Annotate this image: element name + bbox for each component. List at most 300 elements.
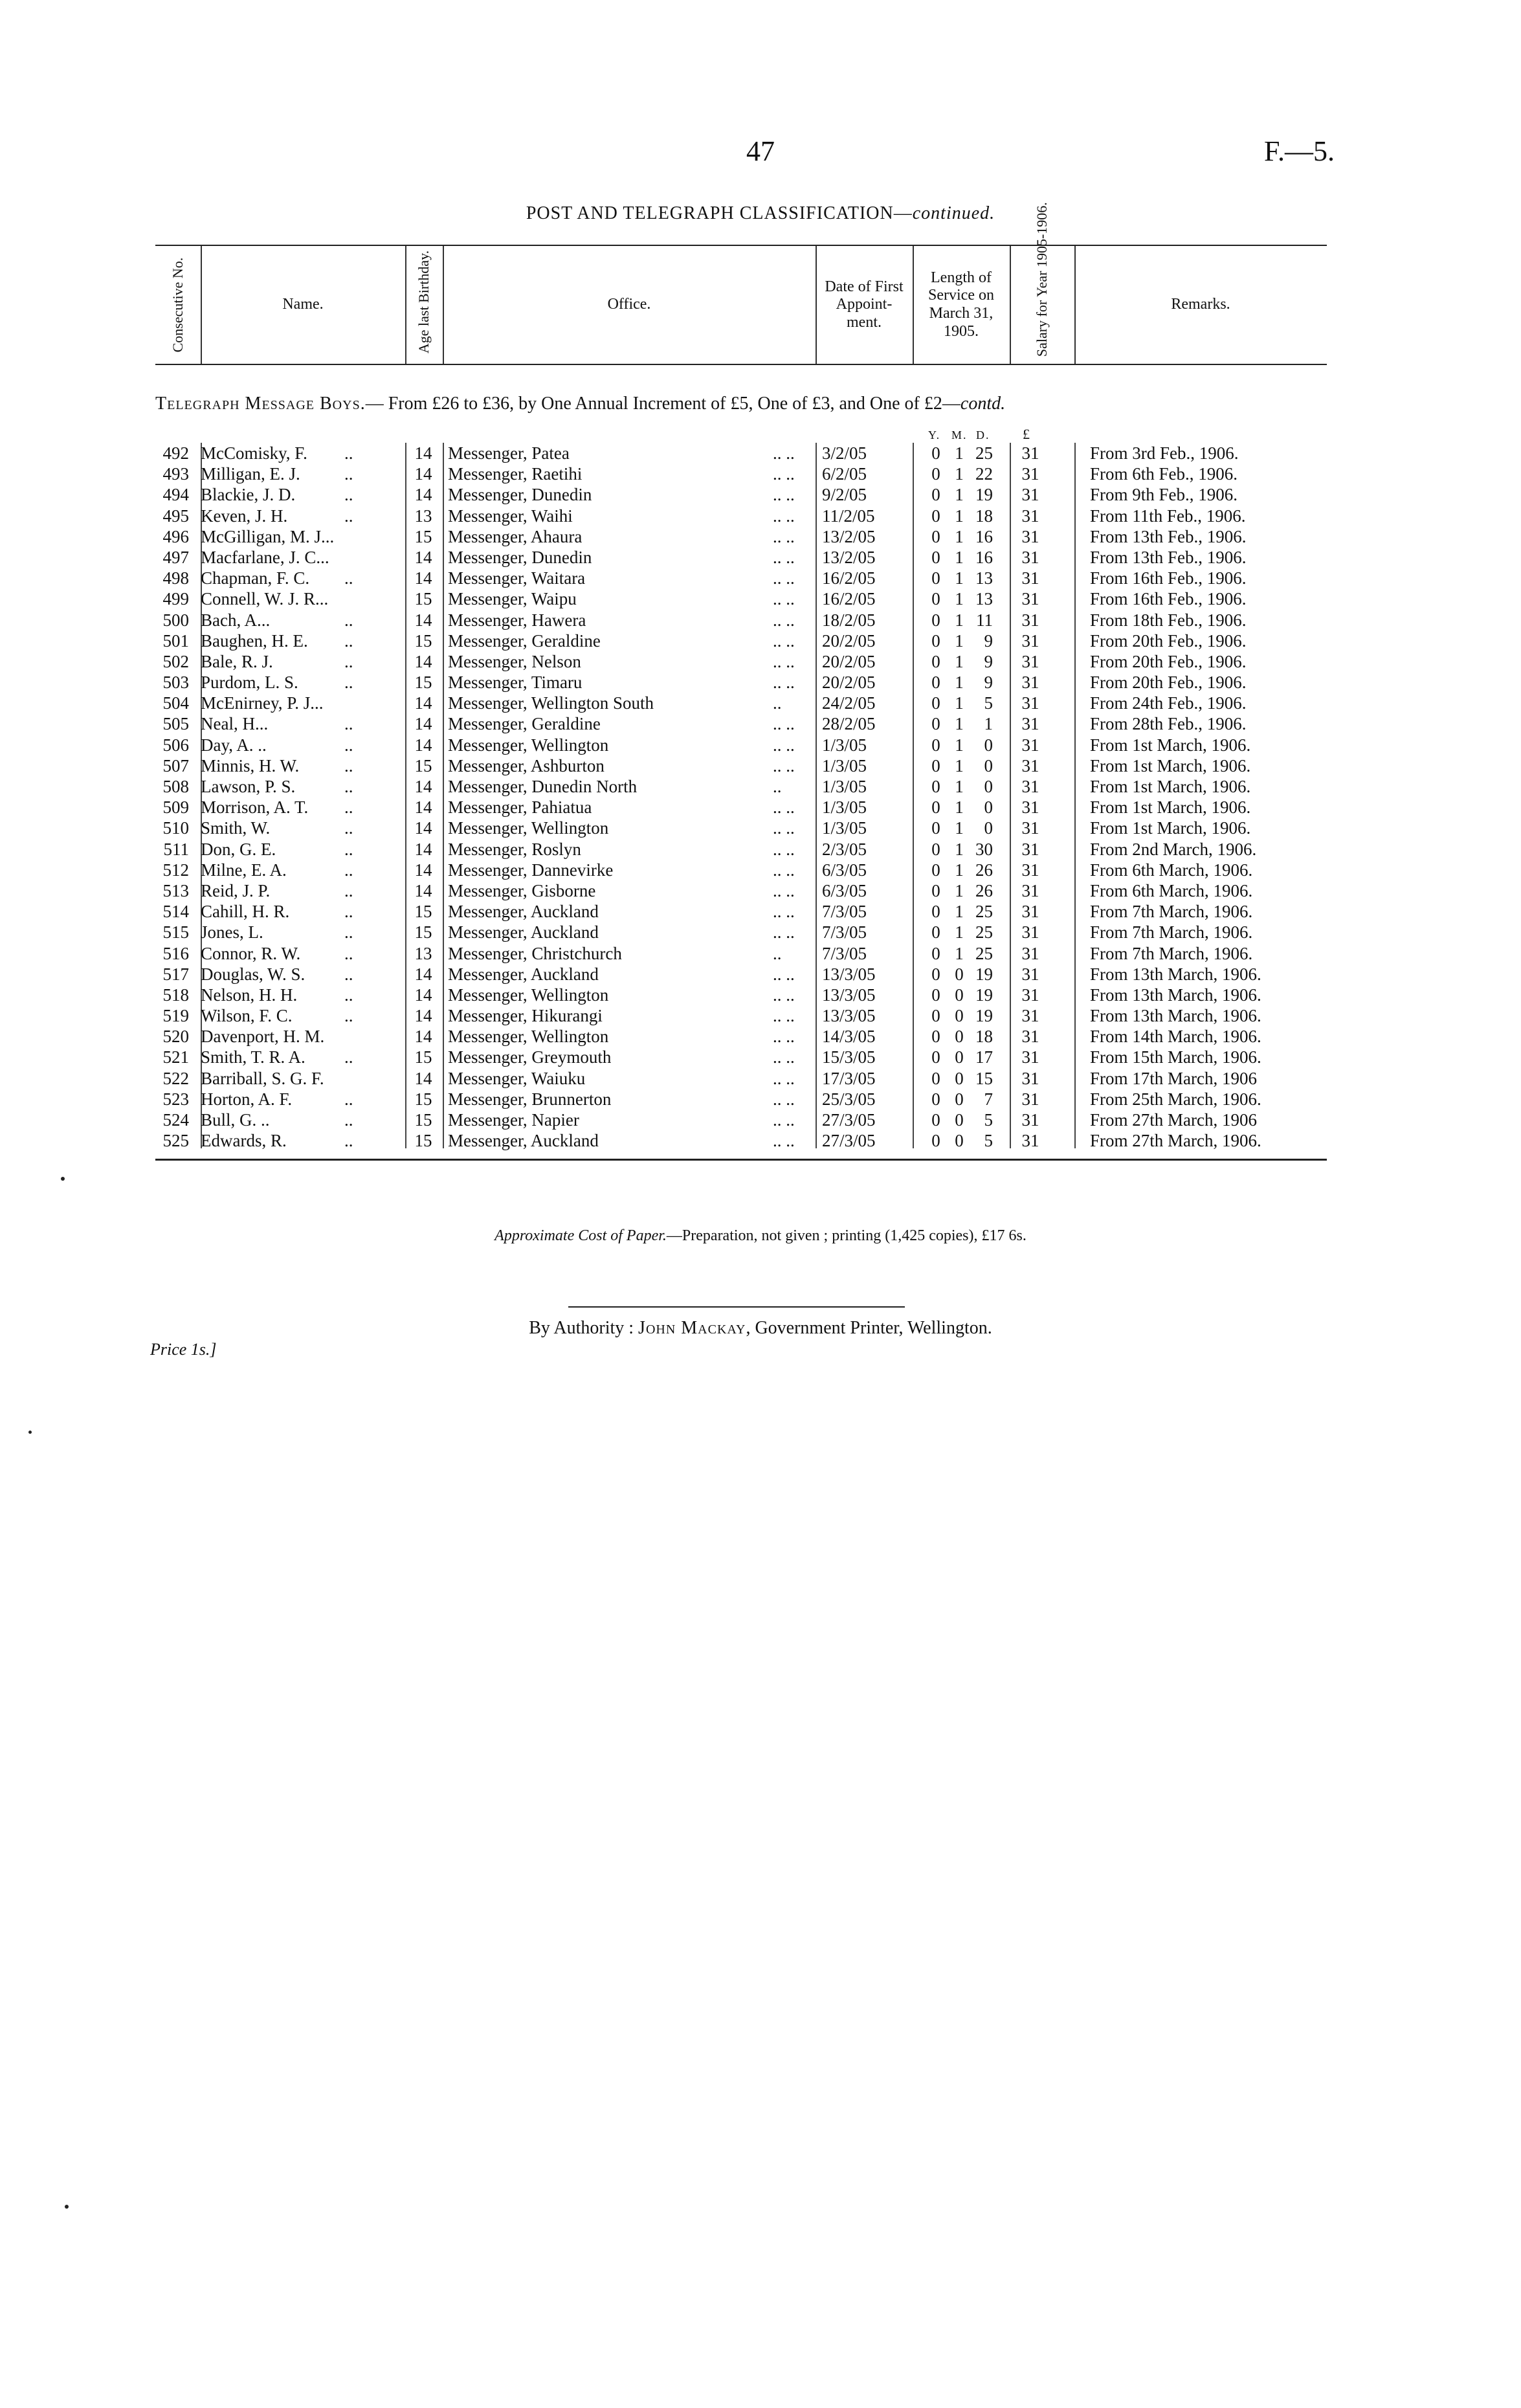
row-salary: 31 bbox=[1021, 964, 1039, 984]
row-appointment-date: 1/3/05 bbox=[822, 818, 867, 838]
row-years: 0 bbox=[931, 902, 940, 922]
row-age: 14 bbox=[414, 797, 432, 818]
row-office: Messenger, Auckland bbox=[448, 902, 599, 922]
row-days: 7 bbox=[984, 1089, 993, 1109]
row-age: 15 bbox=[414, 673, 432, 693]
row-leader-dots: .. bbox=[344, 839, 353, 859]
row-salary: 31 bbox=[1021, 922, 1039, 942]
table-row bbox=[155, 1089, 1327, 1109]
row-number: 503 bbox=[162, 673, 189, 693]
row-age: 13 bbox=[414, 506, 432, 526]
row-salary: 31 bbox=[1021, 943, 1039, 963]
row-leader-dots: .. bbox=[344, 1089, 353, 1109]
row-leader-dots: .. .. bbox=[773, 526, 795, 546]
row-leader-dots: .. bbox=[773, 693, 782, 713]
row-remarks: From 7th March, 1906. bbox=[1090, 902, 1253, 922]
row-months: 0 bbox=[955, 1089, 964, 1109]
row-office: Messenger, Raetihi bbox=[448, 464, 583, 484]
table-row bbox=[155, 839, 1327, 860]
row-years: 0 bbox=[931, 797, 940, 818]
row-years: 0 bbox=[931, 839, 940, 859]
row-days: 11 bbox=[976, 610, 993, 630]
row-leader-dots: .. bbox=[344, 777, 353, 796]
row-age: 15 bbox=[414, 589, 432, 609]
row-appointment-date: 16/2/05 bbox=[822, 589, 876, 609]
row-years: 0 bbox=[931, 1110, 940, 1130]
row-days: 0 bbox=[984, 755, 993, 775]
row-office: Messenger, Brunnerton bbox=[448, 1089, 612, 1109]
row-appointment-date: 28/2/05 bbox=[822, 714, 876, 734]
row-years: 0 bbox=[931, 1047, 940, 1067]
row-months: 1 bbox=[955, 464, 964, 484]
row-leader-dots: .. .. bbox=[773, 630, 795, 651]
row-number: 522 bbox=[162, 1068, 189, 1088]
row-leader-dots: .. .. bbox=[773, 485, 795, 505]
row-office: Messenger, Pahiatua bbox=[448, 797, 592, 818]
row-leader-dots: .. bbox=[344, 714, 353, 734]
row-remarks: From 3rd Feb., 1906. bbox=[1090, 443, 1239, 463]
row-appointment-date: 2/3/05 bbox=[822, 839, 867, 859]
row-remarks: From 20th Feb., 1906. bbox=[1090, 651, 1247, 671]
row-age: 14 bbox=[414, 1006, 432, 1026]
row-appointment-date: 25/3/05 bbox=[822, 1089, 876, 1109]
table-body bbox=[155, 443, 1327, 1151]
row-remarks: From 16th Feb., 1906. bbox=[1090, 568, 1247, 588]
row-months: 1 bbox=[955, 673, 964, 693]
table-row bbox=[155, 713, 1327, 734]
title-main: POST AND TELEGRAPH CLASSIFICATION— bbox=[526, 203, 913, 223]
row-number: 521 bbox=[162, 1047, 189, 1067]
row-appointment-date: 1/3/05 bbox=[822, 797, 867, 818]
row-office: Messenger, Ashburton bbox=[448, 755, 605, 775]
row-age: 14 bbox=[414, 443, 432, 463]
row-days: 15 bbox=[975, 1068, 993, 1088]
row-name: Lawson, P. S. bbox=[201, 777, 296, 796]
printer-suffix: , Government Printer, Wellington. bbox=[746, 1318, 992, 1338]
row-age: 14 bbox=[414, 880, 432, 900]
row-salary: 31 bbox=[1021, 880, 1039, 900]
row-days: 26 bbox=[975, 880, 993, 900]
row-years: 0 bbox=[931, 651, 940, 671]
row-leader-dots: .. bbox=[344, 630, 353, 651]
row-number: 498 bbox=[162, 568, 189, 588]
authority-rule bbox=[568, 1306, 905, 1308]
row-remarks: From 1st March, 1906. bbox=[1090, 755, 1251, 775]
row-name: Baughen, H. E. bbox=[201, 630, 308, 651]
row-name: Minnis, H. W. bbox=[201, 755, 300, 775]
row-appointment-date: 6/3/05 bbox=[822, 880, 867, 900]
header-salary: Salary for Year 1905-1906. bbox=[1033, 202, 1050, 357]
section-title: Telegraph Message Boys. bbox=[155, 394, 366, 414]
row-years: 0 bbox=[931, 735, 940, 755]
row-number: 509 bbox=[162, 797, 189, 818]
row-office: Messenger, Patea bbox=[448, 443, 570, 463]
row-leader-dots: .. .. bbox=[773, 839, 795, 859]
section-range: — From £26 to £36, by One Annual Increment of £5, One of £3, and One of £2— bbox=[365, 394, 960, 414]
row-number: 511 bbox=[163, 839, 189, 859]
row-remarks: From 15th March, 1906. bbox=[1090, 1047, 1261, 1067]
row-years: 0 bbox=[931, 568, 940, 588]
row-name: Davenport, H. M. bbox=[201, 1027, 325, 1047]
row-number: 510 bbox=[162, 818, 189, 838]
row-remarks: From 28th Feb., 1906. bbox=[1090, 714, 1247, 734]
row-remarks: From 1st March, 1906. bbox=[1090, 735, 1251, 755]
row-remarks: From 6th March, 1906. bbox=[1090, 880, 1253, 900]
table-row bbox=[155, 964, 1327, 985]
row-number: 519 bbox=[162, 1006, 189, 1026]
row-number: 523 bbox=[162, 1089, 189, 1109]
row-appointment-date: 13/2/05 bbox=[822, 547, 876, 567]
row-remarks: From 13th Feb., 1906. bbox=[1090, 526, 1247, 546]
row-salary: 31 bbox=[1021, 777, 1039, 796]
row-age: 14 bbox=[414, 1068, 432, 1088]
row-name: Morrison, A. T. bbox=[201, 797, 309, 818]
row-age: 15 bbox=[414, 755, 432, 775]
row-age: 15 bbox=[414, 1131, 432, 1151]
row-years: 0 bbox=[931, 714, 940, 734]
row-name: Edwards, R. bbox=[201, 1131, 287, 1151]
row-number: 514 bbox=[162, 902, 189, 922]
row-office: Messenger, Christchurch bbox=[448, 943, 622, 963]
row-months: 1 bbox=[955, 693, 964, 713]
row-salary: 31 bbox=[1021, 464, 1039, 484]
row-office: Messenger, Hawera bbox=[448, 610, 586, 630]
row-days: 19 bbox=[975, 485, 993, 505]
row-salary: 31 bbox=[1021, 1089, 1039, 1109]
row-leader-dots: .. .. bbox=[773, 1027, 795, 1047]
row-days: 1 bbox=[984, 714, 993, 734]
row-age: 15 bbox=[414, 1047, 432, 1067]
row-remarks: From 13th March, 1906. bbox=[1090, 964, 1261, 984]
table-row bbox=[155, 880, 1327, 901]
row-salary: 31 bbox=[1021, 506, 1039, 526]
row-leader-dots: .. bbox=[344, 818, 353, 838]
row-days: 0 bbox=[984, 777, 993, 796]
row-appointment-date: 15/3/05 bbox=[822, 1047, 876, 1067]
row-leader-dots: .. bbox=[344, 485, 353, 505]
row-salary: 31 bbox=[1021, 714, 1039, 734]
row-name: McEnirney, P. J... bbox=[201, 693, 324, 713]
row-months: 0 bbox=[955, 1047, 964, 1067]
row-leader-dots: .. .. bbox=[773, 1006, 795, 1026]
row-salary: 31 bbox=[1021, 1068, 1039, 1088]
row-age: 14 bbox=[414, 485, 432, 505]
row-months: 1 bbox=[955, 630, 964, 651]
row-months: 0 bbox=[955, 1110, 964, 1130]
row-age: 14 bbox=[414, 610, 432, 630]
row-remarks: From 13th Feb., 1906. bbox=[1090, 547, 1247, 567]
row-number: 518 bbox=[162, 985, 189, 1005]
row-name: Connor, R. W. bbox=[201, 943, 301, 963]
row-remarks: From 2nd March, 1906. bbox=[1090, 839, 1257, 859]
row-number: 508 bbox=[162, 777, 189, 796]
row-leader-dots: .. .. bbox=[773, 714, 795, 734]
row-days: 30 bbox=[975, 839, 993, 859]
row-remarks: From 18th Feb., 1906. bbox=[1090, 610, 1247, 630]
table-row bbox=[155, 506, 1327, 526]
row-age: 14 bbox=[414, 693, 432, 713]
row-remarks: From 7th March, 1906. bbox=[1090, 922, 1253, 942]
scan-speck bbox=[61, 1177, 65, 1181]
row-leader-dots: .. bbox=[344, 568, 353, 588]
row-appointment-date: 13/2/05 bbox=[822, 526, 876, 546]
page-number: 47 bbox=[746, 135, 775, 167]
row-age: 15 bbox=[414, 526, 432, 546]
row-remarks: From 1st March, 1906. bbox=[1090, 818, 1251, 838]
row-name: Nelson, H. H. bbox=[201, 985, 298, 1005]
row-remarks: From 7th March, 1906. bbox=[1090, 943, 1253, 963]
header-consecutive: Consecutive No. bbox=[169, 257, 186, 353]
row-leader-dots: .. .. bbox=[773, 1089, 795, 1109]
row-age: 14 bbox=[414, 714, 432, 734]
row-appointment-date: 14/3/05 bbox=[822, 1027, 876, 1047]
row-appointment-date: 18/2/05 bbox=[822, 610, 876, 630]
row-number: 516 bbox=[162, 943, 189, 963]
row-leader-dots: .. bbox=[344, 651, 353, 671]
row-name: Cahill, H. R. bbox=[201, 902, 290, 922]
row-number: 507 bbox=[162, 755, 189, 775]
section-heading bbox=[155, 394, 1327, 414]
row-appointment-date: 17/3/05 bbox=[822, 1068, 876, 1088]
row-name: Bach, A... bbox=[201, 610, 271, 630]
row-days: 18 bbox=[975, 506, 993, 526]
row-leader-dots: .. bbox=[344, 464, 353, 484]
unit-years: Y. bbox=[928, 429, 941, 441]
row-office: Messenger, Nelson bbox=[448, 651, 581, 671]
row-months: 1 bbox=[955, 735, 964, 755]
row-leader-dots: .. .. bbox=[773, 860, 795, 880]
row-name: Reid, J. P. bbox=[201, 880, 271, 900]
row-years: 0 bbox=[931, 589, 940, 609]
row-years: 0 bbox=[931, 880, 940, 900]
table-row bbox=[155, 672, 1327, 693]
row-leader-dots: .. .. bbox=[773, 1131, 795, 1151]
row-office: Messenger, Dunedin North bbox=[448, 777, 638, 796]
row-appointment-date: 13/3/05 bbox=[822, 964, 876, 984]
row-age: 15 bbox=[414, 922, 432, 942]
row-age: 14 bbox=[414, 547, 432, 567]
table-row bbox=[155, 922, 1327, 942]
row-number: 520 bbox=[162, 1027, 189, 1047]
row-leader-dots: .. bbox=[344, 673, 353, 693]
row-office: Messenger, Waihi bbox=[448, 506, 573, 526]
row-salary: 31 bbox=[1021, 860, 1039, 880]
row-leader-dots: .. bbox=[344, 943, 353, 963]
row-name: Bull, G. .. bbox=[201, 1110, 270, 1130]
row-leader-dots: .. bbox=[344, 902, 353, 922]
row-appointment-date: 20/2/05 bbox=[822, 630, 876, 651]
row-leader-dots: .. .. bbox=[773, 818, 795, 838]
row-leader-dots: .. bbox=[344, 1047, 353, 1067]
row-number: 524 bbox=[162, 1110, 189, 1130]
row-age: 15 bbox=[414, 630, 432, 651]
row-leader-dots: .. .. bbox=[773, 964, 795, 984]
row-months: 0 bbox=[955, 985, 964, 1005]
row-years: 0 bbox=[931, 693, 940, 713]
row-leader-dots: .. .. bbox=[773, 1047, 795, 1067]
row-number: 493 bbox=[162, 464, 189, 484]
row-number: 495 bbox=[162, 506, 189, 526]
row-remarks: From 6th March, 1906. bbox=[1090, 860, 1253, 880]
row-name: Purdom, L. S. bbox=[201, 673, 298, 693]
row-years: 0 bbox=[931, 673, 940, 693]
table-row bbox=[155, 526, 1327, 547]
row-months: 1 bbox=[955, 880, 964, 900]
table-row bbox=[155, 568, 1327, 588]
row-office: Messenger, Geraldine bbox=[448, 714, 601, 734]
cost-text: —Preparation, not given ; printing (1,425 copies), £17 6s. bbox=[666, 1227, 1027, 1244]
row-office: Messenger, Wellington bbox=[448, 985, 609, 1005]
row-salary: 31 bbox=[1021, 610, 1039, 630]
row-years: 0 bbox=[931, 464, 940, 484]
row-office: Messenger, Dunedin bbox=[448, 485, 592, 505]
row-days: 25 bbox=[975, 902, 993, 922]
row-office: Messenger, Wellington bbox=[448, 1027, 609, 1047]
row-leader-dots: .. bbox=[773, 777, 782, 796]
table-row bbox=[155, 610, 1327, 630]
row-age: 14 bbox=[414, 568, 432, 588]
row-appointment-date: 7/3/05 bbox=[822, 943, 867, 963]
row-remarks: From 9th Feb., 1906. bbox=[1090, 485, 1238, 505]
row-salary: 31 bbox=[1021, 568, 1039, 588]
row-salary: 31 bbox=[1021, 485, 1039, 505]
row-days: 5 bbox=[984, 1110, 993, 1130]
row-appointment-date: 13/3/05 bbox=[822, 985, 876, 1005]
row-name: Wilson, F. C. bbox=[201, 1006, 293, 1026]
row-remarks: From 17th March, 1906 bbox=[1090, 1068, 1257, 1088]
row-office: Messenger, Wellington bbox=[448, 735, 609, 755]
row-office: Messenger, Auckland bbox=[448, 1131, 599, 1151]
row-number: 513 bbox=[162, 880, 189, 900]
row-appointment-date: 7/3/05 bbox=[822, 902, 867, 922]
row-days: 19 bbox=[975, 985, 993, 1005]
row-salary: 31 bbox=[1021, 443, 1039, 463]
row-days: 26 bbox=[975, 860, 993, 880]
table-row bbox=[155, 818, 1327, 838]
row-months: 1 bbox=[955, 943, 964, 963]
row-months: 1 bbox=[955, 485, 964, 505]
row-leader-dots: .. bbox=[344, 985, 353, 1005]
row-months: 0 bbox=[955, 1131, 964, 1151]
row-number: 492 bbox=[162, 443, 189, 463]
row-office: Messenger, Greymouth bbox=[448, 1047, 612, 1067]
row-days: 9 bbox=[984, 651, 993, 671]
row-appointment-date: 13/3/05 bbox=[822, 1006, 876, 1026]
table-row bbox=[155, 547, 1327, 568]
row-months: 1 bbox=[955, 818, 964, 838]
row-years: 0 bbox=[931, 1006, 940, 1026]
row-leader-dots: .. bbox=[344, 964, 353, 984]
row-leader-dots: .. bbox=[344, 860, 353, 880]
row-years: 0 bbox=[931, 860, 940, 880]
row-months: 1 bbox=[955, 902, 964, 922]
row-remarks: From 13th March, 1906. bbox=[1090, 1006, 1261, 1026]
row-age: 14 bbox=[414, 985, 432, 1005]
row-name: Bale, R. J. bbox=[201, 651, 273, 671]
table-row bbox=[155, 1130, 1327, 1151]
row-remarks: From 25th March, 1906. bbox=[1090, 1089, 1261, 1109]
row-appointment-date: 20/2/05 bbox=[822, 651, 876, 671]
row-leader-dots: .. bbox=[344, 506, 353, 526]
row-leader-dots: .. .. bbox=[773, 985, 795, 1005]
row-leader-dots: .. .. bbox=[773, 651, 795, 671]
row-salary: 31 bbox=[1021, 735, 1039, 755]
row-salary: 31 bbox=[1021, 1131, 1039, 1151]
row-remarks: From 11th Feb., 1906. bbox=[1090, 506, 1246, 526]
header-length: Length of Service on March 31, 1905. bbox=[928, 269, 994, 340]
row-days: 25 bbox=[975, 922, 993, 942]
row-name: Barriball, S. G. F. bbox=[201, 1068, 324, 1088]
row-days: 22 bbox=[975, 464, 993, 484]
row-leader-dots: .. .. bbox=[773, 922, 795, 942]
row-leader-dots: .. .. bbox=[773, 568, 795, 588]
row-name: Don, G. E. bbox=[201, 839, 276, 859]
row-office: Messenger, Napier bbox=[448, 1110, 579, 1130]
row-appointment-date: 16/2/05 bbox=[822, 568, 876, 588]
row-age: 14 bbox=[414, 735, 432, 755]
row-leader-dots: .. .. bbox=[773, 506, 795, 526]
row-number: 506 bbox=[162, 735, 189, 755]
page-title bbox=[0, 203, 1521, 224]
row-years: 0 bbox=[931, 818, 940, 838]
scan-speck bbox=[28, 1431, 32, 1434]
row-leader-dots: .. .. bbox=[773, 1110, 795, 1130]
row-office: Messenger, Dunedin bbox=[448, 547, 592, 567]
authority-line bbox=[0, 1318, 1521, 1339]
row-number: 494 bbox=[162, 485, 189, 505]
row-age: 14 bbox=[414, 777, 432, 796]
table-bottom-rule bbox=[155, 1159, 1327, 1161]
row-days: 19 bbox=[975, 1006, 993, 1026]
row-appointment-date: 9/2/05 bbox=[822, 485, 867, 505]
row-months: 1 bbox=[955, 651, 964, 671]
row-name: Neal, H... bbox=[201, 714, 269, 734]
table-row bbox=[155, 1005, 1327, 1026]
row-number: 500 bbox=[162, 610, 189, 630]
row-months: 0 bbox=[955, 964, 964, 984]
row-salary: 31 bbox=[1021, 818, 1039, 838]
row-name: McComisky, F. bbox=[201, 443, 307, 463]
row-leader-dots: .. bbox=[344, 797, 353, 818]
row-salary: 31 bbox=[1021, 839, 1039, 859]
row-appointment-date: 7/3/05 bbox=[822, 922, 867, 942]
row-age: 14 bbox=[414, 464, 432, 484]
row-salary: 31 bbox=[1021, 985, 1039, 1005]
row-office: Messenger, Waitara bbox=[448, 568, 586, 588]
row-days: 0 bbox=[984, 735, 993, 755]
table-row bbox=[155, 630, 1327, 651]
row-months: 1 bbox=[955, 589, 964, 609]
row-salary: 31 bbox=[1021, 1027, 1039, 1047]
row-remarks: From 24th Feb., 1906. bbox=[1090, 693, 1247, 713]
row-age: 14 bbox=[414, 839, 432, 859]
row-years: 0 bbox=[931, 1131, 940, 1151]
row-office: Messenger, Hikurangi bbox=[448, 1006, 603, 1026]
row-leader-dots: .. bbox=[344, 735, 353, 755]
row-days: 13 bbox=[975, 589, 993, 609]
title-continued: continued. bbox=[912, 203, 995, 223]
document-reference: F.—5. bbox=[1264, 135, 1335, 167]
row-months: 1 bbox=[955, 610, 964, 630]
row-appointment-date: 24/2/05 bbox=[822, 693, 876, 713]
row-age: 15 bbox=[414, 1089, 432, 1109]
row-remarks: From 16th Feb., 1906. bbox=[1090, 589, 1247, 609]
row-months: 1 bbox=[955, 547, 964, 567]
row-days: 13 bbox=[975, 568, 993, 588]
row-appointment-date: 27/3/05 bbox=[822, 1110, 876, 1130]
row-remarks: From 6th Feb., 1906. bbox=[1090, 464, 1238, 484]
row-name: Chapman, F. C. bbox=[201, 568, 310, 588]
